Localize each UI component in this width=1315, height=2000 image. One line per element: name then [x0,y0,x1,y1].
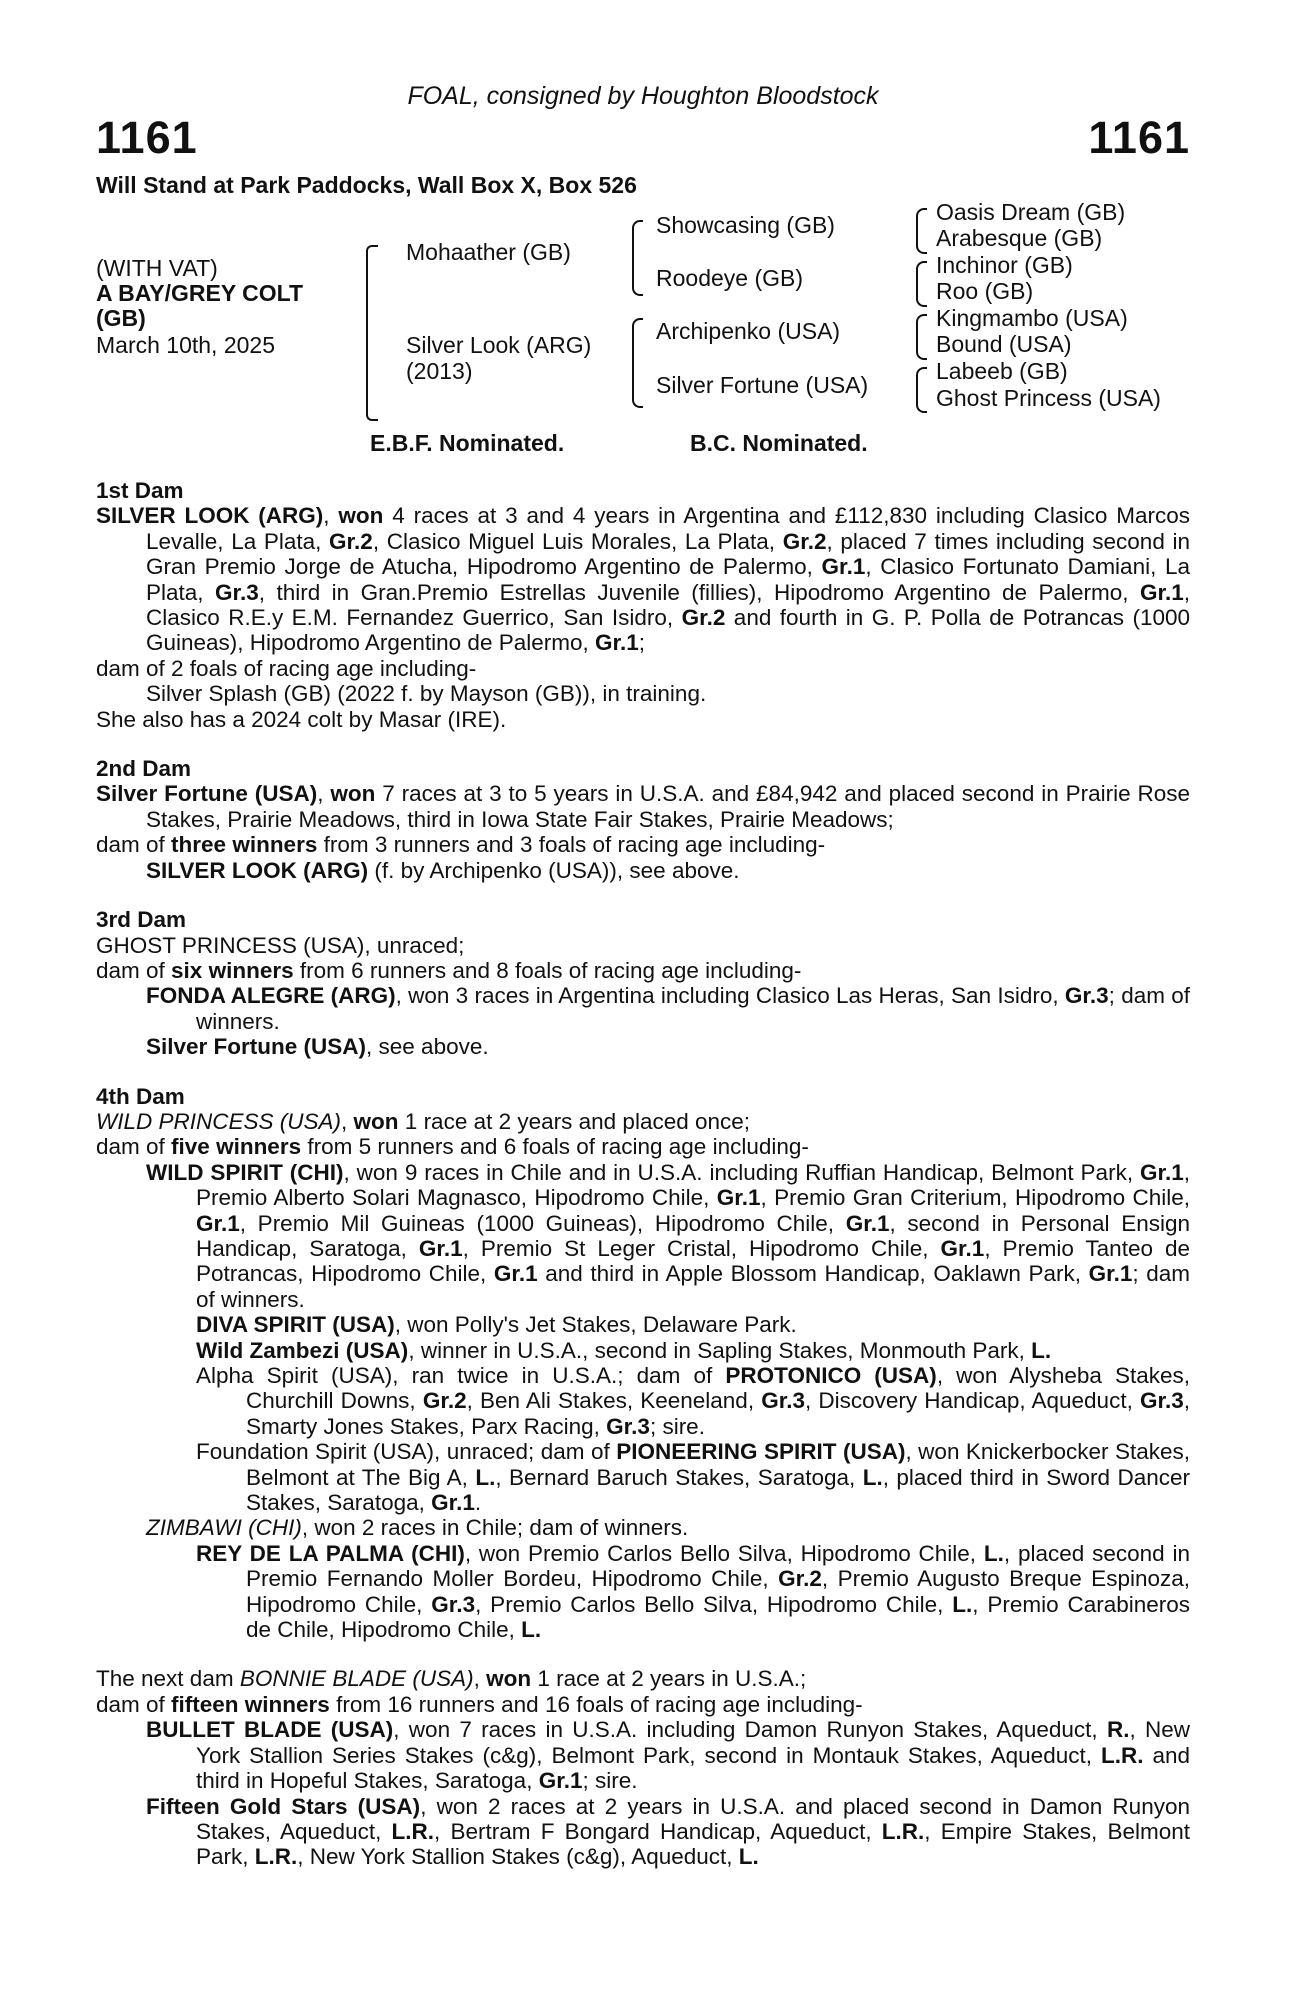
sire-brace [632,220,643,296]
third-dam-entry: GHOST PRINCESS (USA), unraced; [96,932,465,958]
ggp-6: Bound (USA) [936,331,1072,357]
fourth-dam-grand-2: Wild Zambezi (USA), winner in U.S.A., second in Sapling Stakes, Monmouth Park, L. [196,1337,1052,1363]
ebf-nomination: E.B.F. Nominated. [370,430,565,456]
horse-description: A BAY/GREY COLT [96,280,304,306]
dam-line-text [96,478,1190,1870]
next-dam-produce-intro: dam of fifteen winners from 16 runners and 16 foals of racing age including- [96,1691,863,1717]
second-dam-produce-intro: dam of three winners from 3 runners and 3 foals of racing age including- [96,832,826,858]
ggp-2: Arabesque (GB) [936,225,1103,251]
sire: Mohaather (GB) [406,239,571,265]
dam-year: (2013) [406,358,473,384]
pedigree-table [96,199,1196,425]
first-dam-heading: 1st Dam [96,478,184,503]
next-dam-produce-2: Fifteen Gold Stars (USA), won 2 races at 2 years in U.S.A. and placed second in Damon Runyon Stakes, Aqueduct, L.R., Bertram F Bongard Handicap, Aqueduct, L.R., Empire Stakes, Belmont Park, L.R., New York Stallion Stakes (c&g), Aqueduct, L. [146,1793,1191,1870]
fourth-dam-heading: 4th Dam [96,1083,185,1109]
consignor-line: FOAL, consigned by Houghton Bloodstock [407,82,879,110]
lot-number-left: 1161 [96,112,198,163]
third-dam-heading: 3rd Dam [96,907,187,933]
ggp-5: Kingmambo (USA) [936,305,1128,331]
ggp-8: Ghost Princess (USA) [936,385,1161,411]
ggp-4: Roo (GB) [936,278,1034,304]
fourth-dam-entry: WILD PRINCESS (USA), won 1 race at 2 years and placed once; [96,1108,751,1134]
fourth-dam-grand-5: REY DE LA PALMA (CHI), won Premio Carlos Bello Silva, Hipodromo Chile, L., placed second in Premio Fernando Moller Bordeu, Hipodromo Chile, Gr.2, Premio Augusto Breque Espinoza, Hipodromo Chile, Gr.3, Premio Carlos Bello Silva, Hipodromo Chile, L., Premio Carabineros de Chile, Hipodromo Chile, L. [196,1540,1191,1643]
ggp-brace-3 [916,314,927,360]
fourth-dam-produce-2: ZIMBAWI (CHI), won 2 races in Chile; dam of winners. [146,1515,689,1541]
dam-sire: Archipenko (USA) [656,318,841,344]
horse-country: (GB) [96,305,146,331]
first-dam-entry: SILVER LOOK (ARG), won 4 races at 3 and 4 years in Argentina and £112,830 including Clasico Marcos Levalle, La Plata, Gr.2, Clasico Miguel Luis Morales, La Plata, Gr.2, placed 7 times including second in Gran Premio Jorge de Atucha, Hipodromo Argentino de Palermo, Gr.1, Clasico Fortunato Damiani, La Plata, Gr.3, third in Gran.Premio Estrellas Juvenile (fillies), Hipodromo Argentino de Palermo, Gr.1, Clasico R.E.y E.M. Fernandez Guerrico, San Isidro, Gr.2 and fourth in G. P. Polla de Potrancas (1000 Guineas), Hipodromo Argentino de Palermo, Gr.1; [96,503,1190,656]
third-dam-produce-intro: dam of six winners from 6 runners and 8 foals of racing age including- [96,957,802,983]
sire-dam: Roodeye (GB) [656,265,804,291]
ggp-7: Labeeb (GB) [936,358,1068,384]
fourth-dam-produce-intro: dam of five winners from 5 runners and 6 foals of racing age including- [96,1134,809,1160]
ggp-3: Inchinor (GB) [936,252,1073,278]
vat-label: (WITH VAT) [96,255,218,281]
lot-number-right: 1161 [1088,112,1190,163]
second-dam-produce-1: SILVER LOOK (ARG) (f. by Archipenko (USA)), see above. [146,857,740,883]
third-dam-produce-2: Silver Fortune (USA), see above. [146,1034,489,1060]
first-dam-produce-1: Silver Splash (GB) (2022 f. by Mayson (GB)), in training. [146,681,707,707]
sire-sire: Showcasing (GB) [656,212,835,238]
stand-location: Will Stand at Park Paddocks, Wall Box X, Box 526 [96,172,637,198]
next-dam-entry: The next dam BONNIE BLADE (USA), won 1 race at 2 years in U.S.A.; [96,1666,807,1692]
bc-nomination: B.C. Nominated. [690,430,868,456]
ggp-brace-4 [916,367,927,413]
dam: Silver Look (ARG) [406,332,592,358]
pedigree-brace [366,245,378,421]
ggp-1: Oasis Dream (GB) [936,199,1126,225]
dam-brace [632,318,643,408]
first-dam-produce-intro: dam of 2 foals of racing age including- [96,655,477,681]
third-dam-produce-1: FONDA ALEGRE (ARG), won 3 races in Argentina including Clasico Las Heras, San Isidro, Gr.3; dam of winners. [146,983,1190,1034]
ggp-brace-1 [916,208,927,254]
fourth-dam-grand-1: DIVA SPIRIT (USA), won Polly's Jet Stakes, Delaware Park. [196,1312,797,1338]
next-dam-produce-1: BULLET BLADE (USA), won 7 races in U.S.A. including Damon Runyon Stakes, Aqueduct, R., New York Stallion Series Stakes (c&g), Belmont Park, second in Montauk Stakes, Aqueduct, L.R. and third in Hopeful Stakes, Saratoga, Gr.1; sire. [146,1717,1190,1794]
ggp-brace-2 [916,261,927,307]
fourth-dam-produce-1: WILD SPIRIT (CHI), won 9 races in Chile and in U.S.A. including Ruffian Handicap, Belmont Park, Gr.1, Premio Alberto Solari Magnasco, Hipodromo Chile, Gr.1, Premio Gran Criterium, Hipodromo Chile, Gr.1, Premio Mil Guineas (1000 Guineas), Hipodromo Chile, Gr.1, second in Personal Ensign Handicap, Saratoga, Gr.1, Premio St Leger Cristal, Hipodromo Chile, Gr.1, Premio Tanteo de Potrancas, Hipodromo Chile, Gr.1 and third in Apple Blossom Handicap, Oaklawn Park, Gr.1; dam of winners. [146,1159,1191,1312]
fourth-dam-grand-3: Alpha Spirit (USA), ran twice in U.S.A.; dam of PROTONICO (USA), won Alysheba Stakes, Churchill Downs, Gr.2, Ben Ali Stakes, Keeneland, Gr.3, Discovery Handicap, Aqueduct, Gr.3, Smarty Jones Stakes, Parx Racing, Gr.3; sire. [196,1363,1191,1439]
second-dam-heading: 2nd Dam [96,756,192,782]
first-dam-produce-2: She also has a 2024 colt by Masar (IRE). [96,706,507,732]
dam-dam: Silver Fortune (USA) [656,372,869,398]
foaling-date: March 10th, 2025 [96,332,276,358]
fourth-dam-grand-4: Foundation Spirit (USA), unraced; dam of PIONEERING SPIRIT (USA), won Knickerbocker Stakes, Belmont at The Big A, L., Bernard Baruch Stakes, Saratoga, L., placed third in Sword Dancer Stakes, Saratoga, Gr.1. [196,1439,1190,1516]
second-dam-entry: Silver Fortune (USA), won 7 races at 3 to 5 years in U.S.A. and £84,942 and placed second in Prairie Rose Stakes, Prairie Meadows, third in Iowa State Fair Stakes, Prairie Meadows; [96,781,1190,832]
